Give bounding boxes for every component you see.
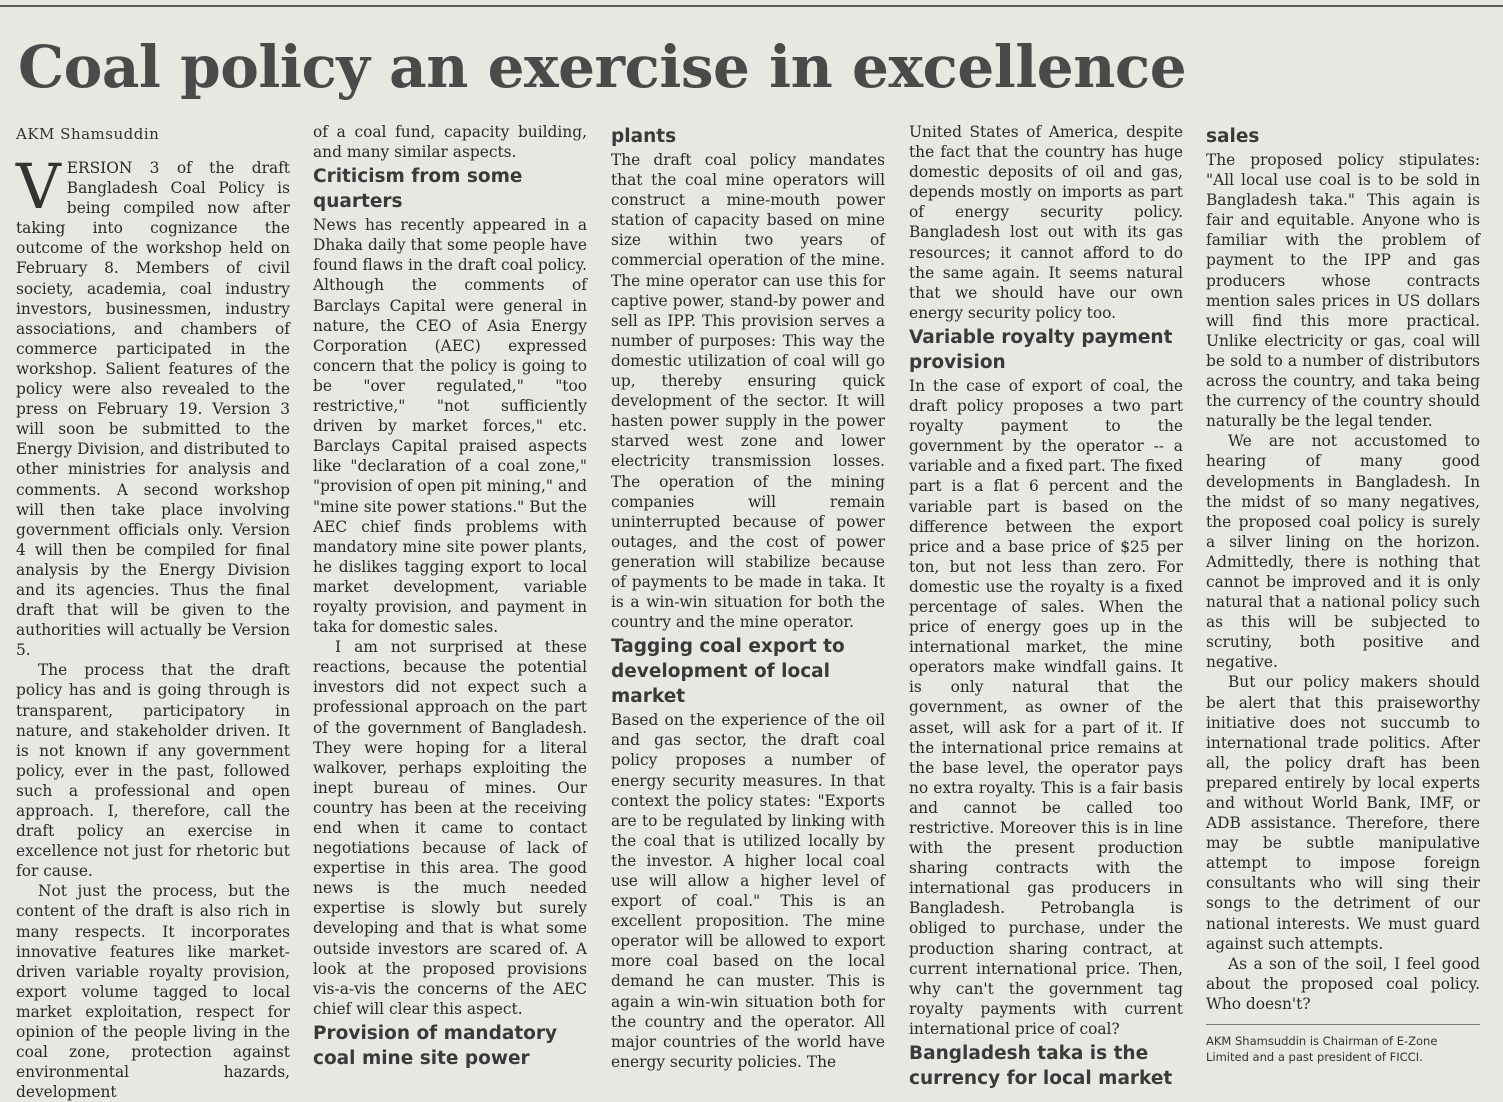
- drop-cap: V: [16, 150, 61, 223]
- paragraph: Not just the process, but the content of the draft is also rich in many respects. It incorporates innovative features like market-driven variable royalty provision, export volume tagged to local market exploitation, respect for opinion of the people living in the coal zone, protection against environmental hazards, development: [16, 882, 290, 1102]
- column-5: [1206, 122, 1480, 1065]
- subheading: Bangladesh taka is the currency for local market: [909, 1043, 1173, 1090]
- subheading: Variable royalty payment provision: [909, 326, 1173, 373]
- paragraph: [16, 150, 290, 660]
- subheading: Tagging coal export to development of local market: [611, 636, 845, 708]
- paragraph: News has recently appeared in a Dhaka daily that some people have found flaws in the draft coal policy. Although the comments of Barclays Capital were general in nature, the CEO of Asia Energy Corporation (AEC) expressed concern that the policy is going to be "over regulated," "too restrictive," "not sufficiently driven by market forces," etc. Barclays Capital praised aspects like "declaration of a coal zone," "provision of open pit mining," and "mine site power stations." But the AEC chief finds problems with mandatory mine site power plants, he dislikes tagging export to local market development, variable royalty provision, and payment in taka for domestic sales.: [313, 216, 587, 637]
- paragraph: The draft coal policy mandates that the coal mine operators will construct a mine-mouth power station of capacity based on mine size within two years of commercial operation of the mine. The mine operator can use this for captive power, stand-by power and sell as IPP. This provision serves a number of purposes: This way the domestic utilization of coal will go up, thereby ensuring quick development of the sector. It will hasten power supply in the power starved west zone and lower electricity transmission losses. The operation of the mining companies will remain uninterrupted because of power outages, and the cost of power generation will stabilize because of payments to be made in taka. It is a win-win situation for both the country and the mine operator.: [611, 151, 885, 632]
- paragraph: The process that the draft policy has and is going through is transparent, participatory in nature, and stakeholder driven. It is not known if any government policy, ever in the past, followed such a professional and open approach. I, therefore, call the draft policy an exercise in excellence not just for rhetoric but for cause.: [16, 661, 290, 881]
- paragraph: But our policy makers should be alert that this praiseworthy initiative does not succumb to international trade politics. After all, the policy draft has been prepared entirely by local experts and without World Bank, IMF, or ADB assistance. Therefore, there may be subtle manipulative attempt to impose foreign consultants who will sing their songs to the detriment of our national interests. We must guard against such attempts.: [1206, 673, 1480, 953]
- paragraph: As a son of the soil, I feel good about the proposed coal policy. Who doesn't?: [1206, 954, 1480, 1013]
- subheading: Provision of mandatory coal mine site power: [313, 1022, 558, 1069]
- paragraph: of a coal fund, capacity building, and many similar aspects.: [313, 123, 587, 162]
- top-rule: [0, 5, 1503, 7]
- paragraph: In the case of export of coal, the draft policy proposes a two part royalty payment to the government by the operator -- a variable and a fixed part. The fixed part is a flat 6 percent and the variable part is based on the difference between the export price and a base price of $25 per ton, but not less than zero. For domestic use the royalty is a fixed percentage of sales. When the price of energy goes up in the international market, the mine operators make windfall gains. It is only natural that the government, as owner of the asset, will ask for a part of it. If the international price remains at the base level, the operator pays no extra royalty. This is a fair basis and cannot be called too restrictive. Moreover this is in line with the present production sharing contracts with the international gas producers in Bangladesh. Petrobangla is obliged to purchase, under the production sharing contract, at current international price. Then, why can't the government tag royalty payments with current international price of coal?: [909, 376, 1183, 1038]
- paragraph: We are not accustomed to hearing of many good developments in Bangladesh. In the midst of so many negatives, the proposed coal policy is surely a silver lining on the horizon. Admittedly, there is nothing that cannot be improved and it is only natural that a national policy such as this will be subjected to scrutiny, both positive and negative.: [1206, 432, 1480, 672]
- headline: Coal policy an exercise in excellence: [18, 33, 1187, 101]
- subheading: Criticism from some quarters: [313, 166, 523, 213]
- author-bio: AKM Shamsuddin is Chairman of E-Zone Limited and a past president of FICCI.: [1206, 1024, 1480, 1065]
- paragraph: Based on the experience of the oil and gas sector, the draft coal policy proposes a number of energy security measures. In that context the policy states: "Exports are to be regulated by linking with the coal that is utilized locally by the investor. A higher local coal use will allow a higher level of export of coal." This is an excellent proposition. The mine operator will be allowed to export more coal based on the local demand he can muster. This is again a win-win situation both for the country and the operator. All major countries of the world have energy security policies. The: [611, 711, 885, 1071]
- paragraph: I am not surprised at these reactions, because the potential investors did not expect such a professional approach on the part of the government of Bangladesh. They were hoping for a literal walkover, perhaps exploiting the inept bureau of mines. Our country has been at the receiving end when it came to contact negotiations because of lack of expertise in this area. The good news is the much needed expertise is slowly but surely developing and that is what some outside investors are scared of. A look at the proposed provisions vis-a-vis the concerns of the AEC chief will clear this aspect.: [313, 638, 587, 1018]
- paragraph: The proposed policy stipulates: "All local use coal is to be sold in Bangladesh taka." This again is fair and equitable. Anyone who is familiar with the problem of payment to the IPP and gas producers whose contracts mention sales prices in US dollars will find this more practical. Unlike electricity or gas, coal will be sold to a number of distributors across the country, and taka being the currency of the country should naturally be the legal tender.: [1206, 151, 1480, 431]
- column-1: [16, 122, 290, 1102]
- byline: AKM Shamsuddin: [16, 125, 160, 143]
- subheading: plants: [611, 126, 677, 147]
- column-2: [313, 122, 587, 1069]
- paragraph: United States of America, despite the fact that the country has huge domestic deposits of oil and gas, depends mostly on imports as part of energy security policy. Bangladesh lost out with its gas resources; it cannot afford to do the same again. It seems natural that we should have our own energy security policy too.: [909, 123, 1183, 322]
- column-3: [611, 122, 885, 1071]
- column-4: [909, 122, 1183, 1090]
- subheading: sales: [1206, 126, 1260, 147]
- paragraph-text: ERSION 3 of the draft Bangladesh Coal Policy is being compiled now after taking into cognizance the outcome of the workshop held on February 8. Members of civil society, academia, coal industry investors, businessmen, industry associations, and chambers of commerce participated in the workshop. Salient features of the policy were also revealed to the press on February 19. Version 3 will soon be submitted to the Energy Division, and distributed to other ministries for analysis and comments. A second workshop will then take place involving government officials only. Version 4 will then be compiled for final analysis by the Energy Division and its agencies. Thus the final draft that will be given to the authorities will actually be Version 5.: [16, 159, 290, 660]
